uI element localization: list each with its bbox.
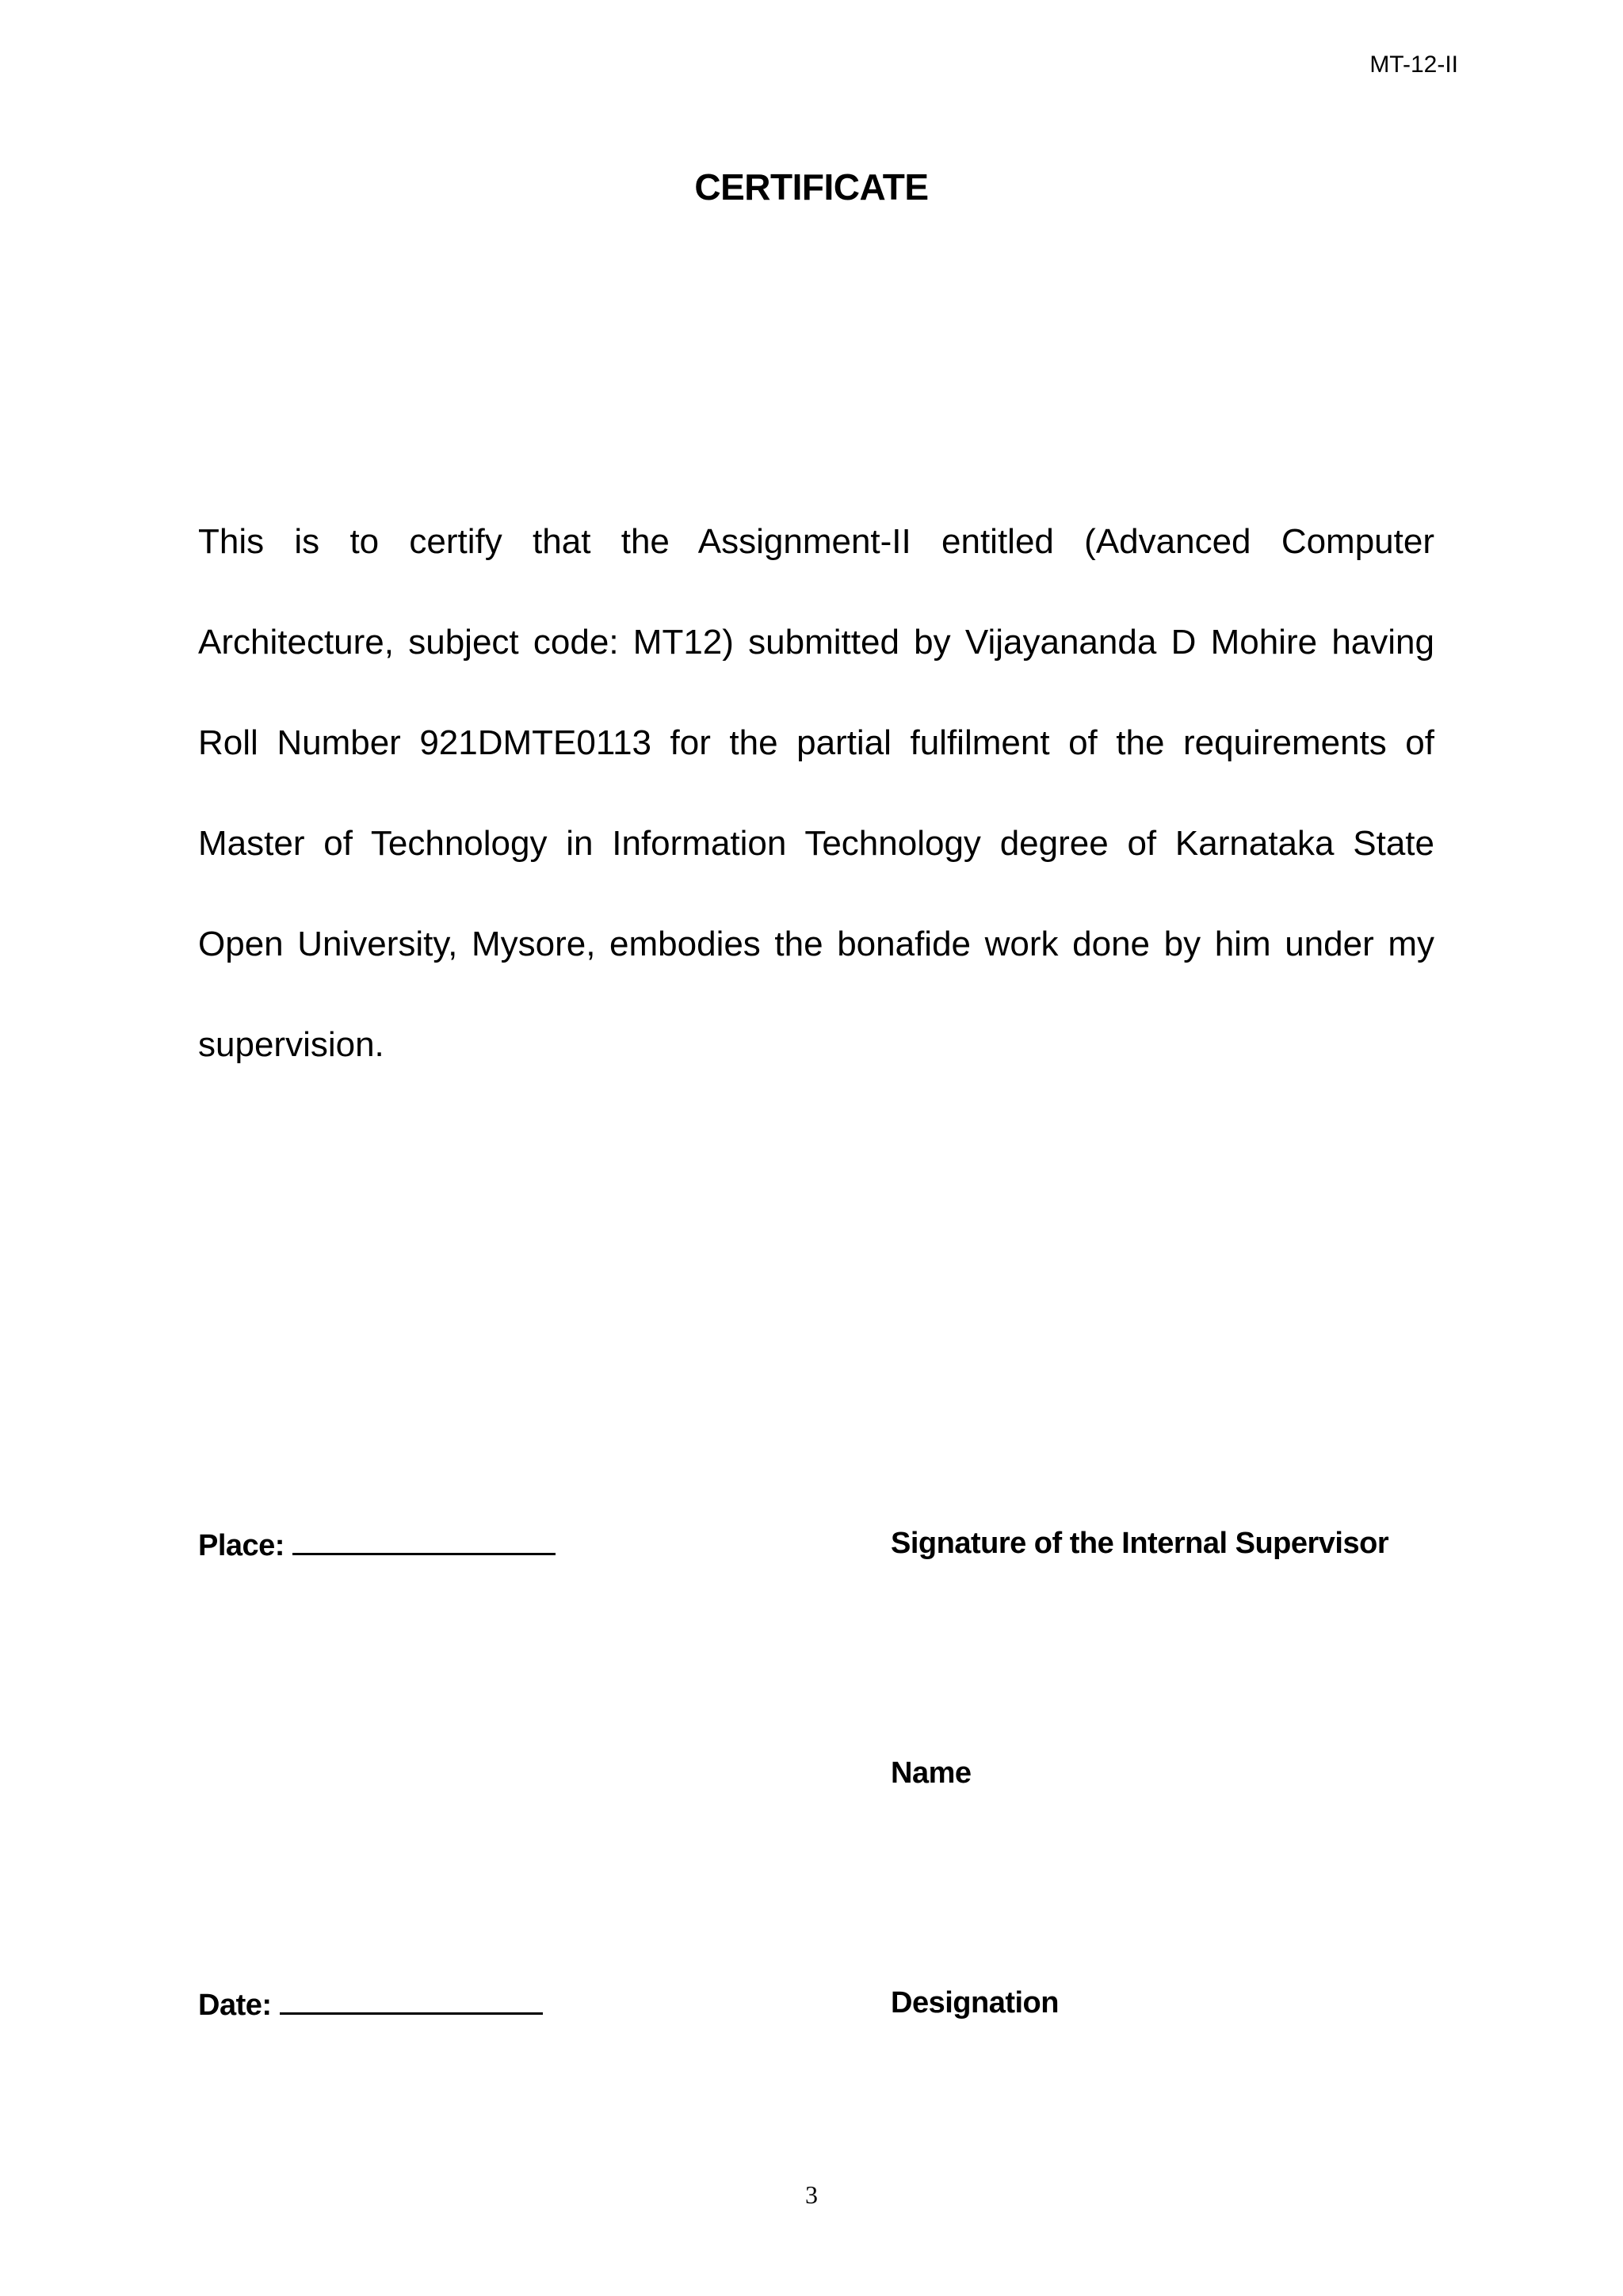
document-code: MT-12-II: [1369, 51, 1458, 78]
date-blank-line: [280, 1984, 543, 2015]
page-number: 3: [805, 2180, 818, 2209]
name-label: Name: [891, 1756, 972, 1790]
date-label: Date:: [198, 1989, 272, 2022]
place-label: Place:: [198, 1529, 285, 1562]
page-title: CERTIFICATE: [694, 166, 929, 208]
place-field: [198, 1524, 556, 1565]
signature-label: Signature of the Internal Supervisor: [891, 1527, 1389, 1560]
date-field: [198, 1984, 543, 2024]
designation-label: Designation: [891, 1986, 1059, 2019]
place-blank-line: [292, 1524, 556, 1555]
certificate-body-text: This is to certify that the Assignment-II entitled (Advanced Computer Architecture, subject code: MT12) submitted by Vijayananda D Mohire having Roll Number 921DMTE0113 for the partial fulfilment of the requirements of Master of Technology in Information Technology degree of Karnataka State Open University, Mysore, embodies the bonafide work done by him under my supervision.: [198, 522, 1434, 1064]
